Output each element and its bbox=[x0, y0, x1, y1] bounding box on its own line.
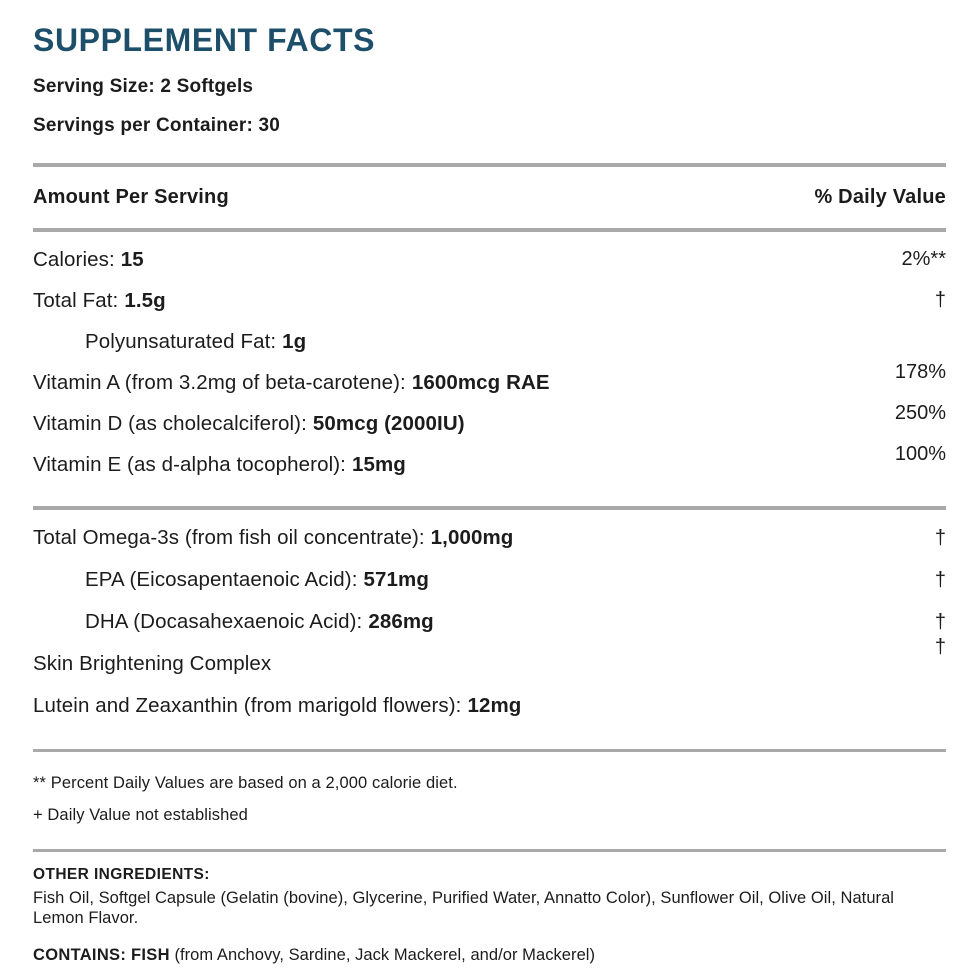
nutrient-rows-section-1 bbox=[33, 232, 946, 485]
page-title: SUPPLEMENT FACTS bbox=[33, 22, 376, 58]
nutrient-amount: 1600mcg RAE bbox=[411, 370, 550, 394]
daily-value: † bbox=[934, 635, 946, 658]
nutrient-amount: 15mg bbox=[351, 452, 406, 476]
serving-size: Serving Size: 2 Softgels bbox=[33, 76, 254, 97]
nutrient-amount: 286mg bbox=[368, 610, 434, 633]
daily-value: 100% bbox=[894, 443, 946, 465]
nutrient-name: Vitamin D (as cholecalciferol): bbox=[33, 411, 307, 435]
footnote-daily-value-not-established: + Daily Value not established bbox=[33, 806, 248, 824]
nutrient-amount: 571mg bbox=[363, 568, 429, 591]
other-ingredients-section bbox=[33, 852, 946, 965]
nutrient-name: EPA (Eicosapentaenoic Acid): bbox=[85, 568, 358, 591]
nutrient-name: Vitamin A (from 3.2mg of beta-carotene): bbox=[33, 370, 406, 394]
nutrient-name: Vitamin E (as d-alpha tocopherol): bbox=[33, 452, 346, 476]
table-row-vitamin-e bbox=[33, 444, 946, 485]
nutrient-amount: 1,000mg bbox=[430, 526, 514, 549]
table-row-skin-brightening-complex bbox=[33, 635, 946, 685]
daily-value: 178% bbox=[894, 361, 946, 383]
table-row-epa bbox=[33, 559, 946, 601]
nutrient-name: Skin Brightening Complex bbox=[33, 652, 272, 675]
nutrient-name: Total Omega-3s (from fish oil concentrate): bbox=[33, 526, 425, 549]
table-row-lutein-zeaxanthin bbox=[33, 685, 946, 727]
nutrient-amount: 50mcg (2000IU) bbox=[312, 411, 465, 435]
column-amount-per-serving: Amount Per Serving bbox=[33, 186, 229, 208]
table-row-vitamin-d bbox=[33, 403, 946, 444]
daily-value: 2%** bbox=[901, 248, 946, 270]
contains-detail: (from Anchovy, Sardine, Jack Mackerel, and/or Mackerel) bbox=[174, 946, 596, 964]
nutrient-name: Calories: bbox=[33, 247, 115, 271]
footnote-percent-daily-value: ** Percent Daily Values are based on a 2,000 calorie diet. bbox=[33, 774, 458, 792]
daily-value: 250% bbox=[894, 402, 946, 424]
nutrient-amount: 12mg bbox=[467, 694, 522, 717]
nutrient-amount: 1g bbox=[282, 329, 307, 353]
nutrient-amount: 15 bbox=[120, 247, 144, 271]
table-row-vitamin-a bbox=[33, 362, 946, 403]
daily-value: † bbox=[934, 568, 946, 591]
nutrient-name: DHA (Docasahexaenoic Acid): bbox=[85, 610, 363, 633]
table-header bbox=[33, 167, 946, 228]
other-ingredients-list: Fish Oil, Softgel Capsule (Gelatin (bovine), Glycerine, Purified Water, Annatto Color), Sunflower Oil, Olive Oil, Natural Lemon Flavor. bbox=[33, 889, 895, 927]
daily-value: † bbox=[934, 526, 946, 549]
contains-statement bbox=[33, 945, 946, 965]
nutrient-amount: 1.5g bbox=[124, 288, 166, 312]
contains-allergen: CONTAINS: FISH bbox=[33, 946, 170, 964]
table-row-polyunsaturated-fat bbox=[33, 321, 946, 362]
table-row-dha bbox=[33, 601, 946, 643]
daily-value: † bbox=[934, 610, 946, 633]
table-row-total-omega-3s bbox=[33, 517, 946, 559]
footnotes bbox=[33, 752, 946, 849]
servings-per-container: Servings per Container: 30 bbox=[33, 115, 280, 136]
nutrient-rows-section-2 bbox=[33, 510, 946, 728]
other-ingredients-heading: OTHER INGREDIENTS: bbox=[33, 866, 210, 883]
nutrient-name: Polyunsaturated Fat: bbox=[85, 329, 277, 353]
column-daily-value: % Daily Value bbox=[814, 186, 946, 208]
nutrient-name: Total Fat: bbox=[33, 288, 119, 312]
table-row-total-fat bbox=[33, 280, 946, 321]
table-row-calories bbox=[33, 239, 946, 280]
daily-value: † bbox=[934, 289, 946, 311]
nutrient-name: Lutein and Zeaxanthin (from marigold flowers): bbox=[33, 694, 462, 717]
